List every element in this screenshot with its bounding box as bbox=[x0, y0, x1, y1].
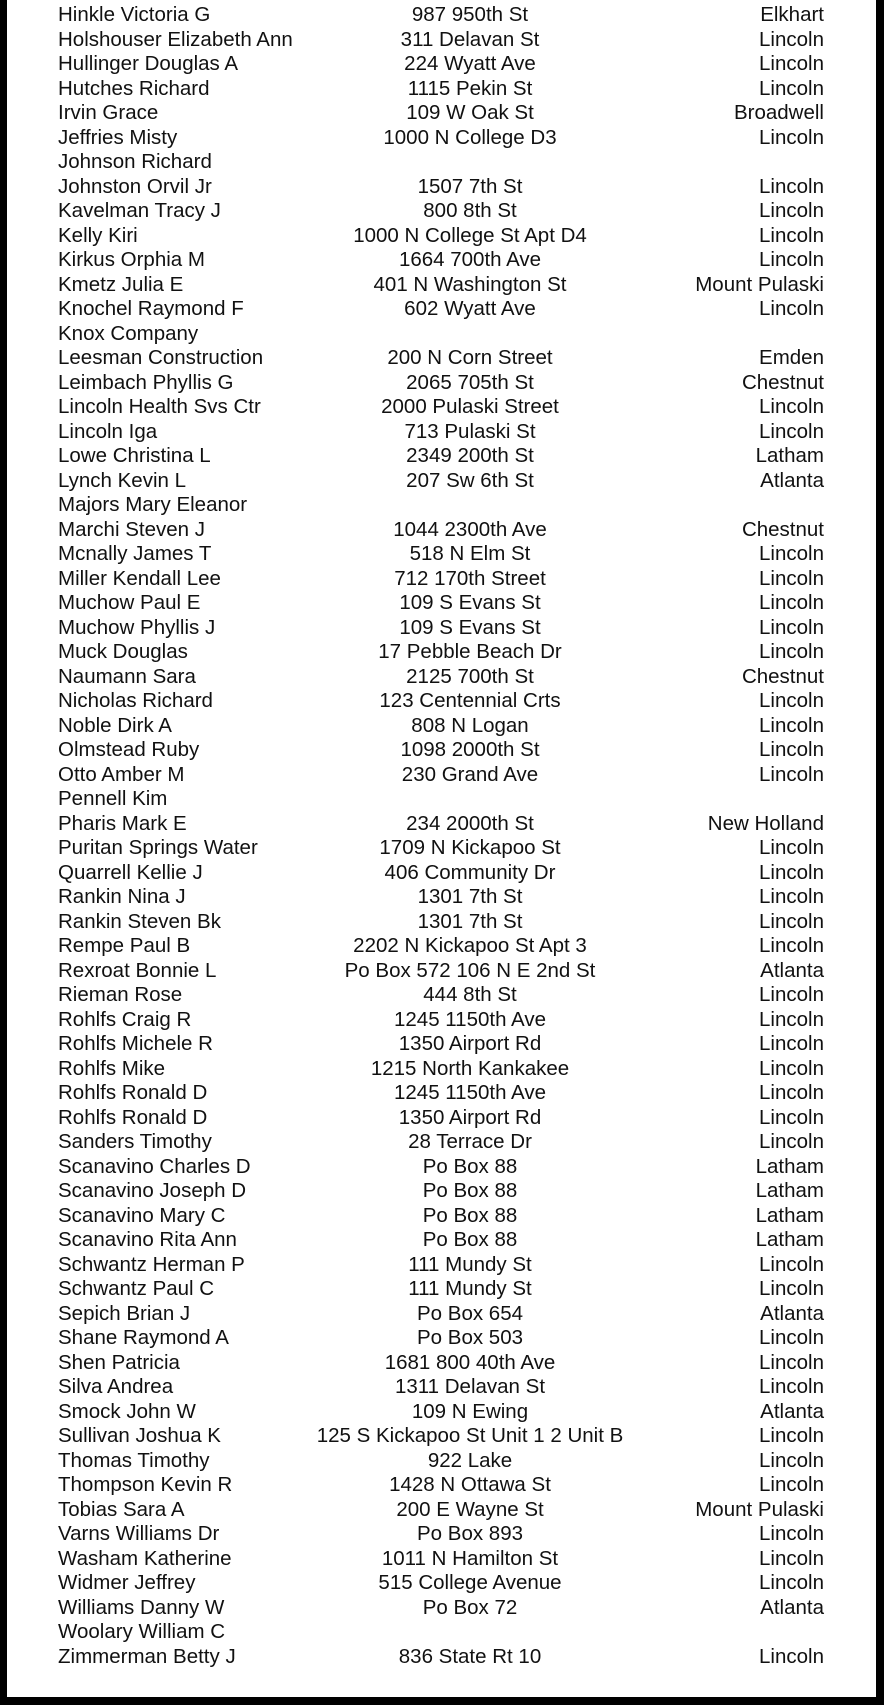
entry-address: 311 Delavan St bbox=[400, 27, 540, 51]
entry-name: Lynch Kevin L bbox=[58, 468, 187, 492]
entry-address: 1000 N College D3 bbox=[383, 125, 557, 149]
entry-name: Rexroat Bonnie L bbox=[58, 958, 217, 982]
entry-address: 1507 7th St bbox=[417, 174, 523, 198]
entry-city: Latham bbox=[755, 444, 824, 467]
entry-city: Lincoln bbox=[759, 248, 824, 271]
list-item bbox=[7, 1571, 876, 1596]
entry-city: Lincoln bbox=[759, 1644, 824, 1668]
entry-name: Muchow Paul E bbox=[58, 591, 201, 614]
entry-name: Woolary William C bbox=[58, 1620, 226, 1643]
entry-address: Po Box 72 bbox=[422, 1595, 518, 1619]
list-item bbox=[7, 1473, 876, 1498]
list-item bbox=[7, 199, 876, 224]
entry-name: Hullinger Douglas A bbox=[58, 52, 239, 75]
list-item bbox=[7, 346, 876, 371]
entry-name: Thomas Timothy bbox=[58, 1448, 210, 1472]
entry-city: Lincoln bbox=[759, 1546, 824, 1570]
entry-city: Lincoln bbox=[759, 297, 824, 320]
entry-name: Shen Patricia bbox=[58, 1350, 180, 1374]
entry-city: Lincoln bbox=[759, 713, 824, 737]
document-page bbox=[7, 0, 876, 1697]
entry-address: 1664 700th Ave bbox=[398, 248, 542, 271]
entry-name: Zimmerman Betty J bbox=[58, 1644, 236, 1668]
list-item bbox=[7, 1179, 876, 1204]
entry-address: 406 Community Dr bbox=[384, 860, 556, 884]
list-item bbox=[7, 665, 876, 690]
entry-address: 602 Wyatt Ave bbox=[404, 297, 536, 320]
entry-address: 713 Pulaski St bbox=[404, 419, 536, 443]
entry-address: Po Box 572 106 N E 2nd St bbox=[344, 958, 596, 982]
list-item bbox=[7, 1130, 876, 1155]
entry-address: 1428 N Ottawa St bbox=[389, 1473, 551, 1496]
entry-city: Lincoln bbox=[759, 909, 824, 933]
list-item bbox=[7, 1522, 876, 1547]
entry-name: Lincoln Iga bbox=[58, 419, 158, 443]
list-item bbox=[7, 1081, 876, 1106]
list-item bbox=[7, 395, 876, 420]
entry-city: Lincoln bbox=[759, 76, 824, 100]
entry-name: Leimbach Phyllis G bbox=[58, 370, 234, 394]
entry-city: Lincoln bbox=[759, 542, 824, 565]
entry-name: Olmstead Ruby bbox=[58, 738, 200, 761]
entry-city: Latham bbox=[755, 1154, 824, 1178]
entry-city: Mount Pulaski bbox=[695, 272, 824, 296]
list-item bbox=[7, 28, 876, 53]
list-item bbox=[7, 297, 876, 322]
list-item bbox=[7, 126, 876, 151]
entry-address: 1350 Airport Rd bbox=[398, 1105, 542, 1129]
list-item bbox=[7, 1277, 876, 1302]
entry-city: Lincoln bbox=[759, 1375, 824, 1398]
list-item bbox=[7, 52, 876, 77]
entry-city: Lincoln bbox=[759, 1252, 824, 1276]
entry-city: Lincoln bbox=[759, 52, 824, 75]
entry-city: Lincoln bbox=[759, 1473, 824, 1496]
entry-address: 2000 Pulaski Street bbox=[381, 395, 559, 418]
entry-address: 518 N Elm St bbox=[409, 542, 531, 565]
entry-name: Williams Danny W bbox=[58, 1595, 225, 1619]
list-item bbox=[7, 77, 876, 102]
entry-city: Elkhart bbox=[760, 3, 824, 26]
entry-city: Lincoln bbox=[759, 738, 824, 761]
entry-city: Lincoln bbox=[759, 1032, 824, 1055]
entry-name: Rohlfs Ronald D bbox=[58, 1105, 208, 1129]
entry-address: 2065 705th St bbox=[406, 370, 534, 394]
entry-address: 1709 N Kickapoo St bbox=[379, 836, 561, 859]
entry-name: Schwantz Herman P bbox=[58, 1252, 245, 1276]
entry-name: Rankin Steven Bk bbox=[58, 909, 221, 933]
entry-name: Mcnally James T bbox=[58, 542, 212, 565]
list-item bbox=[7, 910, 876, 935]
entry-address: 111 Mundy St bbox=[408, 1277, 532, 1300]
entry-city: Broadwell bbox=[733, 101, 824, 124]
entry-name: Quarrell Kellie J bbox=[58, 860, 203, 884]
entry-city: Lincoln bbox=[759, 1081, 824, 1104]
entry-name: Hinkle Victoria G bbox=[58, 3, 211, 26]
list-item bbox=[7, 1375, 876, 1400]
entry-address: Po Box 893 bbox=[417, 1522, 523, 1545]
list-item bbox=[7, 469, 876, 494]
list-item bbox=[7, 1228, 876, 1253]
entry-city: Lincoln bbox=[759, 983, 824, 1006]
entry-address: 1301 7th St bbox=[417, 909, 523, 933]
entry-name: Hutches Richard bbox=[58, 76, 210, 100]
entry-name: Silva Andrea bbox=[58, 1375, 174, 1398]
list-item bbox=[7, 493, 876, 518]
entry-city: Latham bbox=[755, 1228, 824, 1251]
entry-address: Po Box 88 bbox=[422, 1154, 518, 1178]
entry-city: Lincoln bbox=[759, 1056, 824, 1080]
entry-address: 111 Mundy St bbox=[408, 1252, 532, 1276]
entry-address: 401 N Washington St bbox=[373, 272, 567, 296]
entry-city: Lincoln bbox=[759, 125, 824, 149]
entry-city: Lincoln bbox=[759, 199, 824, 222]
entry-name: Marchi Steven J bbox=[58, 517, 205, 541]
list-item bbox=[7, 787, 876, 812]
entry-address: 987 950th St bbox=[411, 3, 529, 26]
entry-city: Lincoln bbox=[759, 395, 824, 418]
entry-city: Lincoln bbox=[759, 615, 824, 639]
entry-city: Lincoln bbox=[759, 860, 824, 884]
entry-city: Lincoln bbox=[759, 27, 824, 51]
entry-name: Jeffries Misty bbox=[58, 125, 178, 149]
entry-address: Po Box 503 bbox=[417, 1326, 523, 1349]
entry-address: 109 N Ewing bbox=[411, 1399, 529, 1423]
entry-city: Lincoln bbox=[759, 174, 824, 198]
entry-address: 836 State Rt 10 bbox=[398, 1644, 542, 1668]
entry-name: Noble Dirk A bbox=[58, 713, 172, 737]
list-item bbox=[7, 738, 876, 763]
entry-address: 109 S Evans St bbox=[399, 591, 541, 614]
entry-city: Atlanta bbox=[760, 1595, 824, 1619]
entry-city: Lincoln bbox=[759, 934, 824, 957]
entry-address: 125 S Kickapoo St Unit 1 2 Unit B bbox=[316, 1424, 624, 1447]
list-item bbox=[7, 248, 876, 273]
entry-city: Lincoln bbox=[759, 1571, 824, 1594]
list-item bbox=[7, 1032, 876, 1057]
entry-name: Majors Mary Eleanor bbox=[58, 493, 248, 516]
list-item bbox=[7, 1424, 876, 1449]
entry-address: 224 Wyatt Ave bbox=[404, 52, 536, 75]
entry-city: Atlanta bbox=[760, 958, 824, 982]
entry-name: Rohlfs Ronald D bbox=[58, 1081, 208, 1104]
entry-city: Lincoln bbox=[759, 1350, 824, 1374]
entry-name: Scanavino Rita Ann bbox=[58, 1228, 237, 1251]
entry-address: 1350 Airport Rd bbox=[398, 1032, 542, 1055]
entry-name: Rieman Rose bbox=[58, 983, 183, 1006]
list-item bbox=[7, 224, 876, 249]
entry-city: Lincoln bbox=[759, 885, 824, 908]
entry-name: Varns Williams Dr bbox=[58, 1522, 220, 1545]
entry-city: Latham bbox=[755, 1203, 824, 1227]
entry-name: Schwantz Paul C bbox=[58, 1277, 215, 1300]
entry-address: 2202 N Kickapoo St Apt 3 bbox=[353, 934, 587, 957]
entry-name: Muck Douglas bbox=[58, 640, 188, 663]
list-item bbox=[7, 1620, 876, 1645]
list-item bbox=[7, 1106, 876, 1131]
entry-name: Widmer Jeffrey bbox=[58, 1571, 196, 1594]
entry-address: 28 Terrace Dr bbox=[408, 1130, 532, 1153]
list-item bbox=[7, 1302, 876, 1327]
entry-city: Atlanta bbox=[760, 1301, 824, 1325]
entry-address: 1311 Delavan St bbox=[394, 1375, 546, 1398]
entry-city: Lincoln bbox=[759, 1007, 824, 1031]
entry-name: Kirkus Orphia M bbox=[58, 248, 205, 271]
entry-city: Emden bbox=[759, 346, 824, 369]
entry-name: Shane Raymond A bbox=[58, 1326, 229, 1349]
entry-address: Po Box 88 bbox=[422, 1179, 518, 1202]
list-item bbox=[7, 567, 876, 592]
entry-address: 444 8th St bbox=[423, 983, 517, 1006]
entry-city: Lincoln bbox=[759, 591, 824, 614]
entry-address: 109 S Evans St bbox=[399, 615, 541, 639]
entry-name: Scanavino Charles D bbox=[58, 1154, 251, 1178]
entry-address: 2349 200th St bbox=[406, 444, 534, 467]
list-item bbox=[7, 983, 876, 1008]
entry-name: Knochel Raymond F bbox=[58, 297, 244, 320]
entry-address: Po Box 88 bbox=[422, 1228, 518, 1251]
entry-city: Lincoln bbox=[759, 223, 824, 247]
entry-city: Chestnut bbox=[741, 664, 824, 688]
list-item bbox=[7, 542, 876, 567]
list-item bbox=[7, 1498, 876, 1523]
entry-city: Lincoln bbox=[759, 419, 824, 443]
list-item bbox=[7, 1057, 876, 1082]
entry-address: 515 College Avenue bbox=[378, 1571, 562, 1594]
entry-city: Lincoln bbox=[759, 689, 824, 712]
list-item bbox=[7, 101, 876, 126]
entry-address: 200 E Wayne St bbox=[396, 1497, 544, 1521]
list-item bbox=[7, 640, 876, 665]
entry-name: Sanders Timothy bbox=[58, 1130, 212, 1153]
list-item bbox=[7, 836, 876, 861]
entry-city: Lincoln bbox=[759, 1105, 824, 1129]
list-item bbox=[7, 763, 876, 788]
entry-address: 230 Grand Ave bbox=[401, 762, 539, 786]
entry-name: Lowe Christina L bbox=[58, 444, 211, 467]
entry-name: Otto Amber M bbox=[58, 762, 185, 786]
entry-name: Rohlfs Michele R bbox=[58, 1032, 213, 1055]
entry-address: 1301 7th St bbox=[417, 885, 523, 908]
entry-address: 2125 700th St bbox=[406, 664, 534, 688]
entry-city: Lincoln bbox=[759, 762, 824, 786]
list-item bbox=[7, 934, 876, 959]
entry-address: 200 N Corn Street bbox=[387, 346, 553, 369]
list-item bbox=[7, 1400, 876, 1425]
entry-address: 1245 1150th Ave bbox=[394, 1081, 546, 1104]
entry-address: 1215 North Kankakee bbox=[370, 1056, 570, 1080]
entry-name: Smock John W bbox=[58, 1399, 196, 1423]
entry-name: Kmetz Julia E bbox=[58, 272, 184, 296]
entry-name: Johnson Richard bbox=[58, 150, 212, 173]
entry-name: Johnston Orvil Jr bbox=[58, 174, 212, 198]
entry-address: 234 2000th St bbox=[406, 811, 534, 835]
entry-address: 1011 N Hamilton St bbox=[381, 1546, 559, 1570]
entry-address: 800 8th St bbox=[423, 199, 517, 222]
entry-name: Sullivan Joshua K bbox=[58, 1424, 221, 1447]
list-item bbox=[7, 150, 876, 175]
list-item bbox=[7, 371, 876, 396]
list-item bbox=[7, 1351, 876, 1376]
entry-city: Atlanta bbox=[760, 468, 824, 492]
entry-address: 1681 800 40th Ave bbox=[384, 1350, 556, 1374]
list-item bbox=[7, 1645, 876, 1670]
entry-address: 1098 2000th St bbox=[400, 738, 540, 761]
entry-address: 1115 Pekin St bbox=[407, 76, 533, 100]
list-item bbox=[7, 1596, 876, 1621]
entry-name: Muchow Phyllis J bbox=[58, 615, 216, 639]
entry-city: Lincoln bbox=[759, 640, 824, 663]
list-item bbox=[7, 444, 876, 469]
entry-name: Lincoln Health Svs Ctr bbox=[58, 395, 261, 418]
entry-city: Lincoln bbox=[759, 1448, 824, 1472]
list-item bbox=[7, 689, 876, 714]
list-item bbox=[7, 714, 876, 739]
entry-address: 1000 N College St Apt D4 bbox=[353, 223, 587, 247]
entry-city: Lincoln bbox=[759, 1277, 824, 1300]
list-item bbox=[7, 616, 876, 641]
entry-name: Washam Katherine bbox=[58, 1546, 232, 1570]
entry-name: Pharis Mark E bbox=[58, 811, 187, 835]
entry-name: Miller Kendall Lee bbox=[58, 566, 221, 590]
entry-name: Naumann Sara bbox=[58, 664, 196, 688]
entry-name: Rohlfs Craig R bbox=[58, 1007, 192, 1031]
list-item bbox=[7, 812, 876, 837]
entry-city: Atlanta bbox=[760, 1399, 824, 1423]
entry-city: Chestnut bbox=[741, 370, 824, 394]
list-item bbox=[7, 1326, 876, 1351]
entry-name: Rankin Nina J bbox=[58, 885, 186, 908]
entry-name: Sepich Brian J bbox=[58, 1301, 191, 1325]
entry-city: Lincoln bbox=[759, 1130, 824, 1153]
entry-name: Knox Company bbox=[58, 321, 199, 345]
entry-address: 922 Lake bbox=[427, 1448, 513, 1472]
entry-address: 1245 1150th Ave bbox=[394, 1007, 546, 1031]
entry-name: Kelly Kiri bbox=[58, 223, 138, 247]
entry-name: Tobias Sara A bbox=[58, 1497, 185, 1521]
list-item bbox=[7, 591, 876, 616]
list-item bbox=[7, 3, 876, 28]
entry-name: Rempe Paul B bbox=[58, 934, 191, 957]
list-item bbox=[7, 322, 876, 347]
list-item bbox=[7, 885, 876, 910]
entry-name: Scanavino Mary C bbox=[58, 1203, 226, 1227]
entry-city: Chestnut bbox=[741, 517, 824, 541]
entry-city: Lincoln bbox=[759, 1424, 824, 1447]
entry-address: 1044 2300th Ave bbox=[393, 517, 547, 541]
list-item bbox=[7, 861, 876, 886]
list-item bbox=[7, 1253, 876, 1278]
entry-name: Scanavino Joseph D bbox=[58, 1179, 247, 1202]
entry-address: 808 N Logan bbox=[411, 713, 529, 737]
entry-city: Lincoln bbox=[759, 1522, 824, 1545]
entry-name: Puritan Springs Water bbox=[58, 836, 258, 859]
list-item bbox=[7, 420, 876, 445]
list-item bbox=[7, 959, 876, 984]
list-item bbox=[7, 273, 876, 298]
entry-name: Holshouser Elizabeth Ann bbox=[58, 27, 293, 51]
list-item bbox=[7, 1547, 876, 1572]
entry-address: Po Box 654 bbox=[417, 1301, 523, 1325]
entry-address: 17 Pebble Beach Dr bbox=[378, 640, 562, 663]
entry-city: Lincoln bbox=[759, 566, 824, 590]
entry-city: New Holland bbox=[707, 811, 824, 835]
entry-address: 123 Centennial Crts bbox=[379, 689, 561, 712]
list-item bbox=[7, 518, 876, 543]
entry-name: Pennell Kim bbox=[58, 787, 168, 810]
entry-city: Lincoln bbox=[759, 836, 824, 859]
list-item bbox=[7, 175, 876, 200]
entry-address: 207 Sw 6th St bbox=[406, 468, 534, 492]
list-item bbox=[7, 1204, 876, 1229]
entry-address: 109 W Oak St bbox=[406, 101, 534, 124]
entry-city: Mount Pulaski bbox=[695, 1497, 824, 1521]
entry-name: Leesman Construction bbox=[58, 346, 264, 369]
entry-name: Rohlfs Mike bbox=[58, 1056, 166, 1080]
entry-name: Nicholas Richard bbox=[58, 689, 213, 712]
list-item bbox=[7, 1155, 876, 1180]
entry-address: 712 170th Street bbox=[394, 566, 546, 590]
entry-name: Kavelman Tracy J bbox=[58, 199, 221, 222]
list-item bbox=[7, 1008, 876, 1033]
entry-name: Irvin Grace bbox=[58, 101, 159, 124]
entry-name: Thompson Kevin R bbox=[58, 1473, 233, 1496]
entry-city: Lincoln bbox=[759, 1326, 824, 1349]
entry-city: Latham bbox=[755, 1179, 824, 1202]
entry-address: Po Box 88 bbox=[422, 1203, 518, 1227]
list-item bbox=[7, 1449, 876, 1474]
